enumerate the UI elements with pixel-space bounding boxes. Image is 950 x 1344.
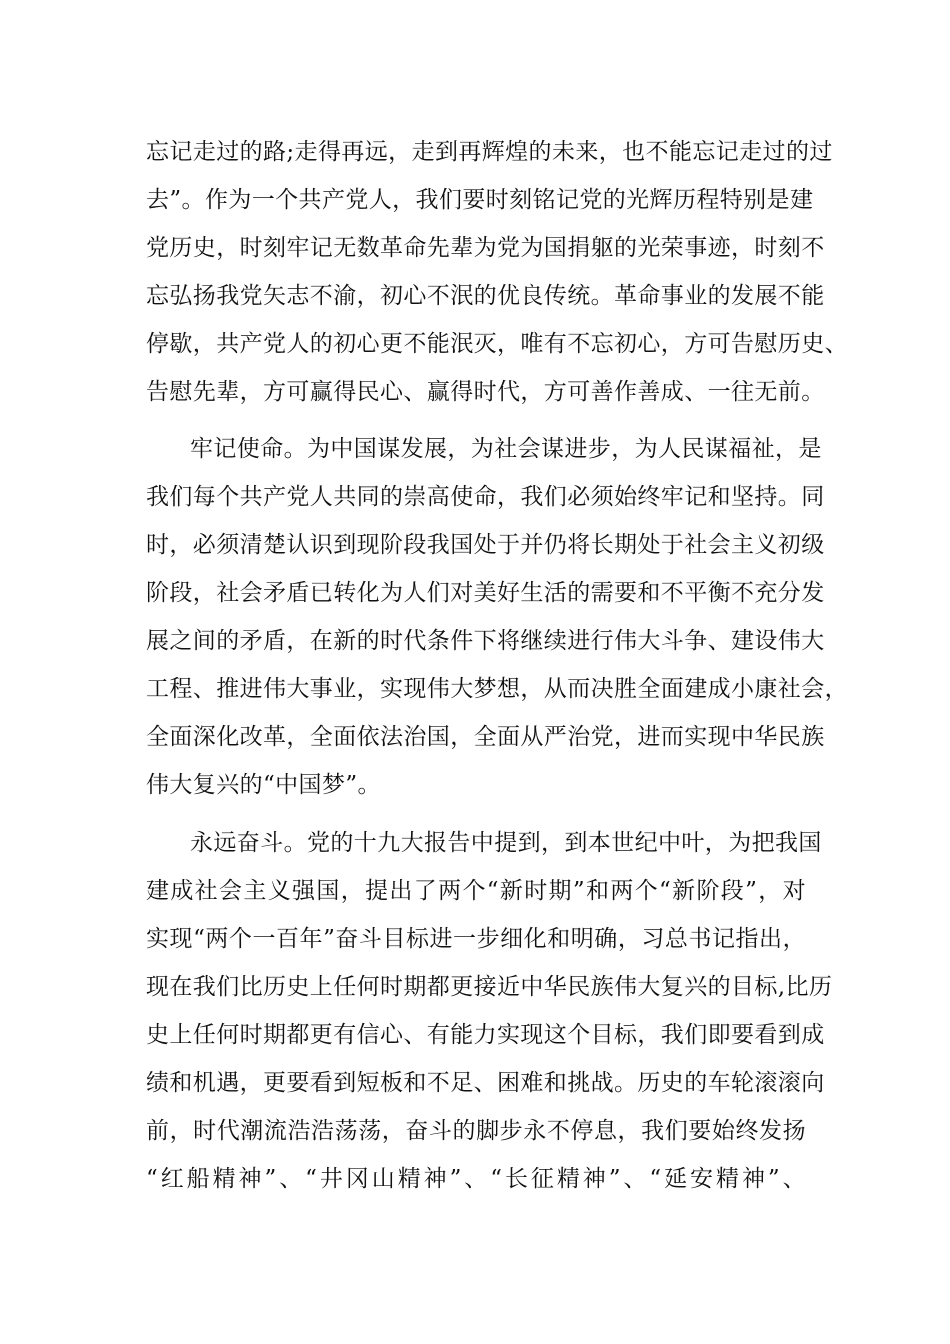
text-line: 忘弘扬我党矢志不渝，初心不泯的优良传统。革命事业的发展不能 — [146, 283, 825, 309]
text-line: 现在我们比历史上任何时期都更接近中华民族伟大复兴的目标,比历 — [146, 974, 833, 1000]
text-line: 停歇，共产党人的初心更不能泯灭，唯有不忘初心，方可告慰历史、 — [146, 331, 848, 357]
text-line: 展之间的矛盾，在新的时代条件下将继续进行伟大斗争、建设伟大 — [146, 628, 825, 654]
text-line: 我们每个共产党人共同的崇高使命，我们必须始终牢记和坚持。同 — [146, 484, 825, 510]
paragraph-start-line: 牢记使命。为中国谋发展，为社会谋进步，为人民谋福祉，是 — [190, 436, 822, 462]
text-line: 建成社会主义强国，提出了两个“新时期”和两个“新阶段”，对 — [146, 878, 806, 904]
text-line: 去”。作为一个共产党人，我们要时刻铭记党的光辉历程特别是建 — [146, 187, 814, 213]
text-line: 实现“两个一百年”奋斗目标进一步细化和明确，习总书记指出， — [146, 926, 806, 952]
text-line: 时，必须清楚认识到现阶段我国处于并仍将长期处于社会主义初级 — [146, 532, 825, 558]
paragraph-end-line: 告慰先辈，方可赢得民心、赢得时代，方可善作善成、一往无前。 — [146, 379, 825, 405]
text-line: 党历史，时刻牢记无数革命先辈为党为国捐躯的光荣事迹，时刻不 — [146, 235, 825, 261]
text-line: “红船精神”、“井冈山精神”、“长征精神”、“延安精神”、 — [146, 1166, 806, 1192]
text-line: 前，时代潮流浩浩荡荡，奋斗的脚步永不停息，我们要始终发扬 — [146, 1118, 806, 1144]
text-line: 史上任何时期都更有信心、有能力实现这个目标，我们即要看到成 — [146, 1022, 825, 1048]
text-line: 全面深化改革，全面依法治国，全面从严治党，进而实现中华民族 — [146, 724, 825, 750]
paragraph-end-line: 伟大复兴的“中国梦”。 — [146, 772, 381, 798]
text-line: 工程、推进伟大事业，实现伟大梦想，从而决胜全面建成小康社会， — [146, 676, 848, 702]
paragraph-start-line: 永远奋斗。党的十九大报告中提到，到本世纪中叶，为把我国 — [190, 830, 822, 856]
text-line: 忘记走过的路;走得再远，走到再辉煌的未来，也不能忘记走过的过 — [146, 139, 833, 165]
text-line: 阶段，社会矛盾已转化为人们对美好生活的需要和不平衡不充分发 — [146, 580, 825, 606]
text-line: 绩和机遇，更要看到短板和不足、困难和挑战。历史的车轮滚滚向 — [146, 1070, 825, 1096]
